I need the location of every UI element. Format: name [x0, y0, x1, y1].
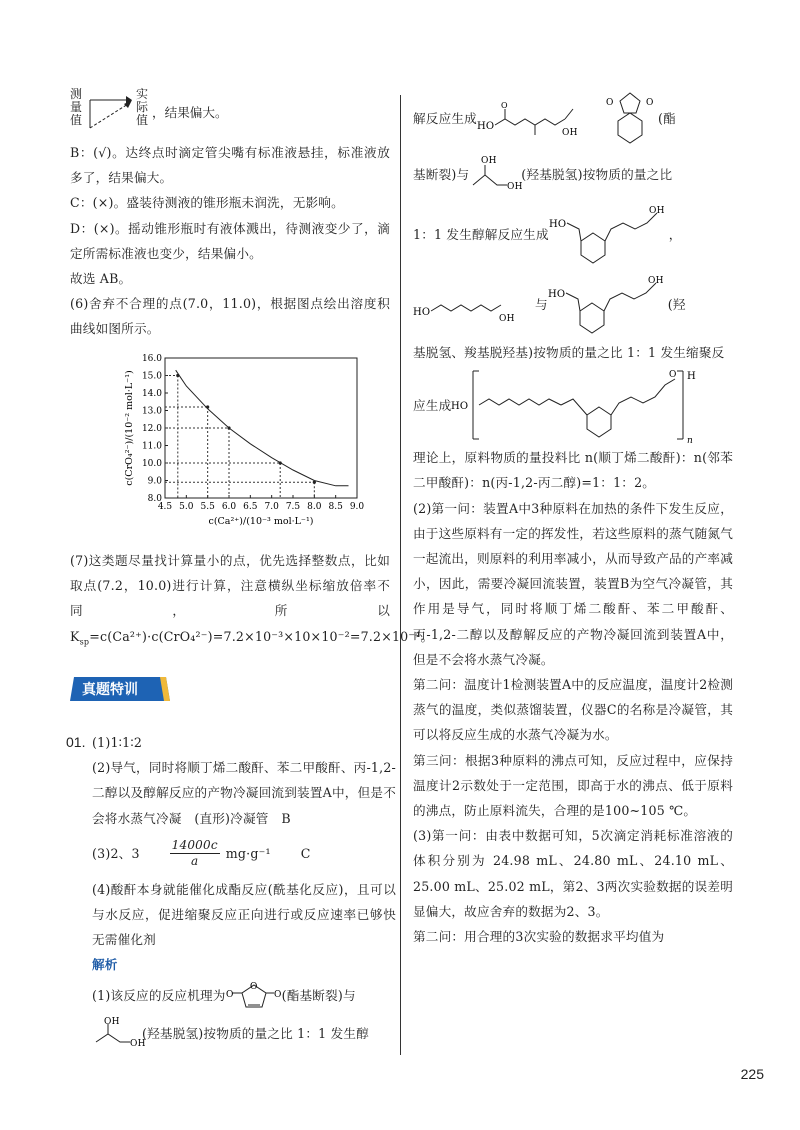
x-tick-label: 8.0 — [307, 502, 322, 512]
phthalic-anhydride-icon — [602, 91, 658, 147]
explain-1b: (酯基断裂)与 — [281, 988, 356, 1004]
phthalate-ester-icon — [549, 203, 669, 267]
x-tick-label: 9.0 — [349, 502, 365, 512]
option-d: D：(×)。摇动锥形瓶时有液体溅出，待测液变少了，滴定所需标准液也变少，结果偏小。 — [70, 220, 390, 261]
q7-block — [70, 548, 434, 654]
svg-text:OH: OH — [648, 206, 665, 216]
svg-text:O: O — [645, 98, 654, 108]
question-number: 01. — [66, 734, 86, 750]
answer-block — [66, 730, 396, 1054]
r2a: 基断裂)与 — [413, 167, 470, 183]
maleate-ester-icon — [413, 285, 535, 325]
r-line-2 — [413, 150, 733, 200]
phthalate-ester-icon — [548, 273, 668, 337]
r-line-3 — [413, 200, 733, 270]
svg-text:OH: OH — [481, 156, 497, 166]
svg-text:OH: OH — [561, 128, 578, 138]
x-tick-label: 6.0 — [221, 502, 237, 512]
svg-text:O: O — [249, 981, 258, 992]
explain-1a: (1)该反应的反应机理为 — [92, 988, 226, 1004]
answer-3-choice: C — [300, 846, 311, 862]
x-tick-label: 6.5 — [243, 502, 258, 512]
r-line-10: 第三问：根据3种原料的沸点可知，反应过程中，应保持温度计2示数处于一定范围，即高于水的沸点、低于原料的沸点，防止原料流失，合理的是100~105 ℃。 — [413, 752, 733, 819]
svg-text:HO: HO — [547, 289, 566, 300]
solubility-chart — [120, 350, 375, 534]
propanediol-icon — [92, 1016, 146, 1052]
maleate-ester-icon — [477, 99, 602, 139]
option-c: C：(×)。盛装待测液的锥形瓶未润洗，无影响。 — [70, 195, 344, 211]
svg-text:HO: HO — [413, 307, 431, 318]
x-tick-label: 5.5 — [200, 502, 215, 512]
y-tick-label: 12.0 — [141, 424, 162, 434]
x-tick-label: 5.0 — [179, 502, 194, 512]
r-line-1 — [413, 88, 733, 150]
r-line-12: 第二问：用合理的3次实验的数据求平均值为 — [413, 929, 665, 945]
q7-main: (7)这类题尽量找计算量小的点，优先选择整数点，比如取点(7.2，10.0)进行计算，注意横纵坐标缩放倍率不同，所以 K — [70, 553, 390, 644]
explain-1c: (羟基脱氢)按物质的量之比 1：1 发生醇 — [142, 1026, 369, 1042]
measure-diagram — [70, 88, 390, 140]
r2b: (羟基脱氢)按物质的量之比 — [521, 167, 673, 183]
r1b: (酯 — [657, 111, 676, 127]
r3a: 1：1 发生醇解反应生成 — [413, 227, 549, 243]
left-column — [70, 88, 390, 342]
fraction — [170, 838, 220, 869]
propanediol-icon — [469, 153, 521, 197]
y-axis-label: c(CrO₄²⁻)/(10⁻² mol·L⁻¹) — [124, 370, 135, 486]
measure-label: 测量值 — [70, 87, 83, 127]
y-tick-label: 14.0 — [141, 389, 162, 399]
q6-text: (6)舍弃不合理的点(7.0，11.0)，根据图点绘出溶度积曲线如图所示。 — [70, 296, 390, 337]
answer-3-prefix: (3)2、3 — [92, 846, 140, 862]
banner-title: 真题特训 — [82, 682, 138, 698]
explain-1 — [92, 978, 396, 1014]
answer-3 — [92, 831, 396, 877]
svg-text:n: n — [687, 436, 694, 447]
svg-text:O: O — [225, 989, 234, 1000]
maleic-anhydride-icon — [226, 979, 282, 1013]
y-tick-label: 8.0 — [147, 494, 162, 504]
x-axis-label: c(Ca²⁺)/(10⁻³ mol·L⁻¹) — [208, 516, 314, 527]
answer-4: (4)酸酐本身就能催化成酯反应(酰基化反应)，且可以与水反应，促进缩聚反应正向进行或反应速率已够快无需催化剂 — [92, 881, 396, 948]
r1a: 解反应生成 — [413, 111, 477, 127]
polyester-icon — [451, 365, 719, 445]
x-tick-label: 4.5 — [157, 502, 173, 512]
r-line-11: (3)第一问：由表中数据可知，5次滴定消耗标准溶液的体积分别为 24.98 mL、24.80 mL、24.10 mL、25.00 mL、25.02 mL，第2、3两次实验数据的误差明显偏大，故应舍弃的数据为2、3。 — [413, 828, 733, 919]
r6a: 应生成 — [413, 397, 452, 413]
arrow-diagram — [88, 94, 133, 132]
y-tick-label: 11.0 — [141, 441, 162, 452]
explain-1-cont — [92, 1014, 396, 1054]
svg-text:O: O — [500, 101, 508, 110]
actual-label: 实际值 — [136, 87, 149, 127]
chart-svg — [120, 350, 375, 530]
svg-text:O: O — [669, 370, 677, 381]
q7-text — [70, 548, 434, 654]
column-divider — [400, 95, 401, 1055]
page-number: 225 — [740, 1066, 764, 1082]
y-tick-label: 15.0 — [141, 371, 162, 382]
svg-text:O: O — [605, 98, 614, 108]
r-line-4 — [413, 270, 733, 340]
svg-text:OH: OH — [647, 276, 664, 286]
x-tick-label: 7.0 — [264, 502, 279, 512]
analysis-heading: 解析 — [92, 957, 118, 973]
y-tick-label: 9.0 — [147, 476, 162, 487]
y-tick-label: 16.0 — [141, 354, 162, 364]
answer-1: (1)1∶1∶2 — [92, 735, 143, 750]
option-b: B：(√)。达终点时滴定管尖嘴有标准液悬挂，标准液放多了，结果偏大。 — [70, 145, 390, 186]
fraction-den: a — [191, 854, 199, 869]
x-tick-label: 7.5 — [285, 502, 301, 512]
r-line-8: (2)第一问：装置A中3种原料在加热的条件下发生反应，由于这些原料有一定的挥发性，若这些原料的蒸气随氮气一起流出，则原料的利用率减小，从而导致产品的产率减小，因此，需要冷凝回流装置，装置B为空气冷凝管，其作用是导气，同时将顺丁烯二酸酐、苯二甲酸酐、丙-1,2-二醇以及醇解反应的产物冷凝回流到装置A中，但是不会将水蒸气冷凝。 — [413, 500, 733, 667]
right-column — [413, 88, 733, 949]
r-line-5: 基脱氢、羧基脱羟基)按物质的量之比 1：1 发生缩聚反 — [413, 345, 725, 360]
svg-text:OH: OH — [507, 182, 523, 192]
r-line-6 — [413, 365, 733, 445]
svg-text:HO: HO — [548, 219, 567, 230]
answer-3-unit: mg·g⁻¹ — [225, 846, 271, 862]
select-answer: 故选 AB。 — [70, 271, 132, 287]
r3b: ， — [668, 227, 682, 243]
r4b: (羟 — [667, 297, 686, 313]
r-line-9: 第二问：温度计1检测装置A中的反应温度，温度计2检测蒸气的温度，类似蒸馏装置，仪器C的名称是冷凝管，其可以将反应生成的水蒸气冷凝为水。 — [413, 677, 733, 743]
y-tick-label: 10.0 — [141, 459, 162, 469]
measure-note: ，结果偏大。 — [152, 105, 228, 120]
svg-text:O: O — [273, 989, 282, 1000]
svg-text:HO: HO — [451, 401, 469, 413]
x-tick-label: 8.5 — [328, 502, 343, 512]
section-banner — [70, 675, 170, 703]
answer-2: (2)导气，同时将顺丁烯二酸酐、苯二甲酸酐、丙-1,2-二醇以及醇解反应的产物冷凝回流到装置A中，但是不会将水蒸气冷凝 (直形)冷凝管 B — [92, 760, 396, 826]
svg-text:HO: HO — [476, 121, 495, 132]
r4a: 与 — [535, 297, 548, 313]
svg-text:OH: OH — [499, 314, 515, 324]
svg-text:OH: OH — [104, 1016, 120, 1027]
svg-text:OH: OH — [130, 1038, 146, 1049]
ksp-sub: sp — [79, 637, 90, 647]
fraction-num: 14000c — [171, 838, 218, 853]
svg-text:H: H — [687, 371, 697, 383]
y-tick-label: 13.0 — [141, 406, 162, 417]
r-line-7: 理论上，原料物质的量投料比 n(顺丁烯二酸酐)：n(邻苯二甲酸酐)：n(丙-1,2-丙二醇)=1：1：2。 — [413, 450, 733, 491]
q7-calc: =c(Ca²⁺)·c(CrO₄²⁻)=7.2×10⁻³×10×10⁻²=7.2×10⁻⁴。 — [89, 628, 434, 644]
